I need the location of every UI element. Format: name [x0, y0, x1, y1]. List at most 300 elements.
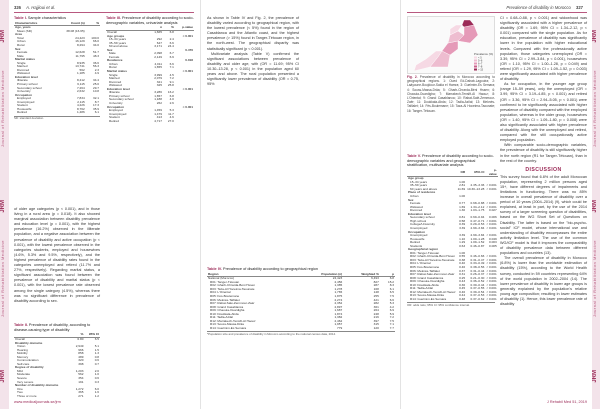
table-cell: Illiterate — [109, 90, 120, 95]
table-cell: R11: Tadla-Azilal — [210, 315, 233, 320]
column-header: Region — [207, 273, 300, 277]
table-cell: Mild — [17, 368, 23, 373]
table-row — [207, 327, 395, 331]
table-cell: < 0.001 — [486, 218, 497, 223]
table-cell: < 0.001 — [486, 222, 497, 227]
table-cell: < 0.001 — [182, 69, 193, 74]
table-cell: Student — [17, 103, 28, 108]
footer-citation: J Rehabil Med 51, 2019 — [546, 400, 587, 404]
table-cell: 66.0 — [92, 39, 99, 44]
table-cell: 8,762 — [76, 106, 85, 111]
table-cell: < 0.001 — [486, 272, 497, 277]
table-cell: R10: Doukkala-Abda — [410, 282, 439, 287]
table-cell: 6.8 — [389, 276, 394, 281]
table-cell: 1,459 — [154, 108, 162, 113]
table-cell: Age, years — [15, 25, 31, 30]
table-cell: 0.36 — [459, 282, 466, 287]
table-cell: Education level — [408, 211, 431, 216]
table-cell: 1.5 — [94, 347, 99, 352]
table-cell: 2,149 — [154, 54, 162, 59]
legend-entry: > 15 — [478, 68, 484, 72]
table-cell: 0.018 — [185, 58, 193, 63]
table2-caption — [14, 323, 100, 332]
table-cell: Self-care — [17, 361, 30, 366]
table-cell: Retired — [109, 118, 119, 123]
table-cell: 0.37–0.55 — [470, 286, 485, 291]
table-cell: < 0.001 — [486, 282, 497, 287]
table-cell: R06: Meknès-Tafilalet — [210, 297, 240, 302]
table-cell: 1,188 — [154, 97, 162, 102]
table-cell: R01: Tanger-Tétouan — [410, 250, 440, 255]
table-cell: Female — [17, 50, 28, 55]
header-rule — [407, 12, 587, 13]
table-cell: 191 — [78, 379, 84, 384]
page-number: 326 — [14, 5, 21, 10]
table-cell: 6.8 — [169, 93, 174, 98]
table-cell: 17.3 — [92, 103, 99, 108]
table-cell: 13,741 — [75, 64, 85, 69]
table-cell: 0.31–0.44 — [470, 268, 485, 273]
table1 — [14, 22, 100, 115]
table-cell: 0.31–0.47 — [470, 257, 485, 262]
legend-entry: 6–7 — [478, 62, 483, 66]
regional-summary-paragraph: With comparable socio-demographic variables, the prevalence of disability is still significantly higher in the north region (R1 for Tanger-Tétouan), than in the rest of the country. — [500, 143, 587, 163]
table-cell: 25.8 — [167, 83, 174, 88]
table-cell: National (Morocco) — [208, 276, 235, 281]
table-cell: 562 — [78, 372, 84, 377]
table-cell: Occupation — [15, 92, 33, 97]
table-cell: R08: Grand Casablanca — [410, 275, 444, 280]
column-header: p — [380, 273, 395, 277]
table-cell: < 0.001 — [486, 268, 497, 273]
table-cell: 1.09–1.52 — [470, 240, 485, 245]
table-cell: 2,079 — [154, 76, 162, 81]
table-cell: 0.37–0.62 — [470, 296, 485, 301]
column-header: p-value — [485, 169, 497, 177]
table-cell: R04: L'Oriental — [210, 290, 231, 295]
table-cell — [175, 120, 194, 124]
table-cell: Three or more — [17, 393, 37, 398]
table-cell: < 0.001 — [486, 225, 497, 230]
table-cell: Secondary school — [17, 85, 42, 90]
table-cell: 4.0 — [169, 97, 174, 102]
table-cell: College/University — [410, 222, 435, 227]
table-cell: Unemployed — [410, 233, 428, 238]
table-cell: 7,834 — [76, 96, 85, 101]
table-cell: 34.4 — [92, 78, 99, 83]
table-cell: 1.30 — [459, 208, 466, 213]
table-cell: Sex — [107, 47, 113, 52]
table-cell: Occupation — [107, 104, 125, 109]
table-cell: 2.6 — [169, 100, 174, 105]
table-cell: Illiterate — [17, 78, 28, 83]
table-label: Table I. — [14, 16, 27, 20]
table-cell: 0.45 — [459, 286, 466, 291]
table-cell: Urban — [17, 39, 26, 44]
table-cell: 15–34 years — [109, 37, 127, 42]
table-cell: 6.0 — [94, 386, 99, 391]
occupation-paragraph: As for occupation, in the younger age group (range 15–59 years), only the unemployed (OR = 3.99, 95% CI = 3.19–4.85, p < 0.001) and retired (OR = 3.36, 95% CI = 2.94–5.05, p < 0.001) were confirmed to be significantly associated with higher prevalence of disability compared with the employed population, whereas in the older group, housewives (OR = 1.40, 95% CI = 1.09–1.80, p = 0.008) were also significantly associated with higher prevalence of disability. Along with the unemployed and retired, compared with the still occupationally active employed population. — [500, 82, 587, 143]
table-cell: 6.6 — [389, 297, 394, 302]
table-cell: 292 — [156, 37, 162, 42]
table-cell: Marital status — [15, 57, 35, 62]
table-cell: 320 — [78, 358, 84, 363]
table-cell: Female — [410, 201, 421, 206]
table-cell: R04: L'Oriental — [410, 261, 431, 266]
table-cell: Married — [109, 76, 120, 81]
table-cell: < 0.001 — [486, 204, 497, 209]
table-cell: 264 — [373, 308, 379, 313]
table-cell: 51.7 — [92, 50, 99, 55]
table-title: Prevalence of disability, according to disease-causing type of disability — [14, 323, 91, 332]
table-cell: Secondary school — [410, 215, 435, 220]
table-cell: 7.2 — [169, 76, 174, 81]
table-cell: 966 — [78, 347, 84, 352]
table-cell: Employed — [17, 96, 31, 101]
table-cell: 7.5 — [389, 318, 394, 323]
running-author: A. Hajjioui et al. — [26, 5, 56, 10]
table-cell: R02: Gharb-Chrarda-Béni Hssen — [410, 254, 456, 259]
table-cell: Primary school — [109, 93, 130, 98]
legend-swatch — [474, 66, 477, 68]
legend-title: Prevalence (%) — [474, 52, 494, 56]
table-cell: Female — [109, 54, 120, 59]
table-cell: 255 — [373, 294, 379, 299]
table-cell: 413 — [156, 115, 162, 120]
table-cell: Two — [17, 390, 23, 395]
table-cell: 1,486 — [76, 110, 85, 115]
table-cell: 562 — [79, 67, 85, 72]
table-cell: 25.0 — [92, 82, 99, 87]
column-header: 95% CI — [466, 169, 485, 177]
table-cell: 0.39–0.54 — [470, 289, 485, 294]
table-cell: 4.2 — [389, 304, 394, 309]
table-cell: 262 — [156, 100, 162, 105]
table-cell: < 0.001 — [486, 275, 497, 280]
table-cell: Geographical region — [408, 247, 439, 252]
journal-abbrev: JRM — [592, 200, 598, 213]
journal-name: Journal of Rehabilitation Medicine — [592, 240, 597, 318]
table-cell: 0.37 — [459, 268, 466, 273]
table-cell: 361 — [373, 304, 379, 309]
table-cell: R07: Rabat-Salé-Zemmour-Zaër — [410, 272, 455, 277]
table4-block — [207, 267, 395, 336]
table-cell: 1.00–1.28 — [470, 236, 485, 241]
table-cell: Marital status — [107, 69, 127, 74]
table-cell: 0.30–0.44 — [470, 282, 485, 287]
table-cell: 36.6 — [92, 60, 99, 65]
table-cell: R09: Chaouia-Ouardigha — [410, 279, 445, 284]
table-row — [14, 395, 100, 399]
legend-swatch — [474, 60, 477, 62]
table-cell: 421 — [373, 297, 379, 302]
table-cell: Widowed — [109, 83, 122, 88]
table-cell: 1.00 — [459, 250, 466, 255]
journal-abbrev: JRM — [592, 370, 598, 383]
left-text-column — [14, 207, 100, 304]
legend-swatch — [474, 69, 477, 71]
table-cell: < 0.001 — [486, 264, 497, 269]
table-cell: Sex — [15, 46, 21, 51]
table-cell: 2,352 — [334, 301, 343, 306]
table-cell: 8.3 — [389, 283, 394, 288]
table-cell: 2,632 — [76, 89, 85, 94]
table-cell: 1.34–2.12 — [470, 204, 485, 209]
table-row — [106, 120, 194, 124]
table-cell: 32.1 — [92, 96, 99, 101]
table-cell: 827 — [373, 279, 379, 284]
table-cell: Urban — [410, 194, 419, 199]
table-cell: < 0.001 — [486, 186, 497, 191]
table-cell: Vision — [17, 344, 26, 349]
table-cell: Age group — [408, 176, 424, 181]
table-cell: 0.003 — [488, 240, 497, 245]
table-cell: 0.68–0.88 — [470, 201, 485, 206]
table-cell: 0.40 — [459, 261, 466, 266]
table-cell: 11.69 — [457, 186, 466, 191]
journal-sidebar-right — [592, 0, 600, 409]
table-cell: 5.3 — [169, 108, 174, 113]
table-cell: 12,628 — [75, 50, 85, 55]
table-cell: 2,949 — [75, 344, 84, 349]
table-cell: Students — [410, 243, 423, 248]
table-cell: Education level — [15, 74, 38, 79]
journal-abbrev: JRM — [0, 370, 6, 383]
page-number: 327 — [576, 5, 583, 10]
table-cell: < 0.001 — [486, 257, 497, 262]
journal-abbrev: JRM — [0, 30, 6, 43]
table-cell: 16,129 — [75, 39, 85, 44]
page-middle — [200, 0, 401, 409]
table-cell: 0.77 — [459, 201, 466, 206]
journal-sidebar-left — [0, 0, 9, 409]
table-cell: R08: Grand Casablanca — [210, 304, 244, 309]
table-cell: 11.7 — [168, 111, 174, 116]
table-cell: < 0.001 — [486, 279, 497, 284]
table-cell: 6.80 — [77, 337, 84, 342]
table-cell: 38.08 (16.65) — [66, 28, 85, 33]
table-cell: R05: Fès-Boulemane — [210, 294, 240, 299]
table-cell: 1.3 — [94, 351, 99, 356]
table-cell: 1,655 — [154, 65, 162, 70]
table-cell: 0.36–0.52 — [470, 279, 485, 284]
table-cell: 282 — [373, 301, 379, 306]
table-cell: 9.1 — [169, 79, 174, 84]
table-cell: 2,115 — [77, 99, 85, 104]
table-cell: 0.049 — [488, 236, 497, 241]
map-legend — [474, 52, 493, 71]
table-cell: 0.43 — [459, 279, 466, 284]
column-header: Characteristics — [14, 22, 56, 26]
table-cell: 0.39 — [459, 222, 466, 227]
column-header: Weighted % — [343, 273, 380, 277]
table-cell: R14: Guelmim-Es Semara — [210, 325, 247, 330]
table-cell: 10.8 — [92, 89, 99, 94]
table-cell: 0.29–0.53 — [470, 222, 485, 227]
table-cell: < 0.001 — [182, 33, 193, 38]
table-cell: 1,278 — [334, 286, 343, 291]
table-cell: 287 — [373, 283, 379, 288]
table-cell: R10: Doukkala-Abda — [210, 311, 239, 316]
table-cell: Communication — [17, 358, 39, 363]
table-cell: < 0.001 — [486, 289, 497, 294]
table-cell: < 0.001 — [486, 254, 497, 259]
table-label: Table III. — [106, 16, 121, 20]
table-cell: 2.0 — [94, 368, 99, 373]
table-cell: 2,456 — [334, 279, 343, 284]
table-cell: 1,875 — [334, 294, 343, 299]
table-cell: 6.5 — [94, 337, 99, 342]
table-cell: Residence — [107, 58, 123, 63]
table-cell: 2,274 — [334, 297, 343, 302]
table-cell: 0.37–0.53 — [470, 293, 485, 298]
table-cell: 7.1 — [169, 65, 174, 70]
table-cell: R03: Taza-Al Hoceima-Taounate — [410, 257, 455, 262]
right-text-column — [500, 16, 587, 307]
table-cell: R13: Souss-Massa-Drâa — [210, 322, 244, 327]
table-cell: 315 — [373, 322, 379, 327]
table-cell: 1.69 — [459, 204, 466, 209]
table-cell: 0.81 — [459, 215, 466, 220]
table-cell: Number of disability domains — [15, 383, 59, 388]
table-cell: 365 — [78, 390, 84, 395]
column-header: % — [163, 26, 175, 30]
results-paragraph: of older age categories (p < 0.001), and in those living in a rural area (p = 0.018). It also showed marginal association between disability prevalence and education level (p = 0.001), with the highest prevalence (16.2%) observed in the illiterate population, and a negative association between the prevalence of disability and active occupation (p < 0.001), with the lowest prevalence observed in the categories students, employed and housewives (4.6%, 5.3% and 9.5%, respectively), and the highest prevalence of disability rates found in the categories unemployed and retired (11.7% and 27%, respectively). Regarding marital status, a significant association was found between the prevalence of disability and marital status (p < 0.001), with the lowest prevalence rate observed among the single category (4.5%), whereas there was no significant difference in prevalence of disability according to sex. — [14, 207, 100, 303]
table-cell: 6.9 — [169, 54, 174, 59]
table-title: Prevalence of disability according to socio-demographic variables, univariate analysis — [106, 16, 194, 25]
table-cell: 1.0 — [94, 372, 99, 377]
table-cell: R13: Souss-Massa-Drâa — [410, 293, 444, 298]
table-cell: 0.25 — [459, 275, 466, 280]
table2-block — [14, 323, 100, 398]
table-row — [14, 111, 100, 115]
table-cell: Unemployed — [109, 111, 127, 116]
table-cell: Degree of disability — [15, 365, 44, 370]
legend-swatch — [474, 63, 477, 65]
table-cell: 60 years and above — [410, 186, 438, 191]
table-title: Prevalence of disability according to geographical region — [223, 267, 319, 271]
footer-url[interactable]: www.medicaljournals.se/jrm — [14, 400, 61, 404]
table-cell: Primary school — [17, 82, 38, 87]
table-cell: 0.005 — [488, 243, 497, 248]
table-cell: 8,412 — [76, 78, 85, 83]
table-cell: 779 — [337, 325, 343, 330]
table-cell: R11: Tadla-Azilal — [410, 286, 433, 291]
figure-caption-text: Prevalence of disability in Morocco according to geographical regions. 1: Oued Ed-Dahab-Lagouira; 2: Laâyoune-Boujdour-Sakia el Hamra; 3: Guelmim-Es Semara; 4: Souss-Massa-Drâa; 5: Gharb-Chrarda-Béni Hssen; 6: Chaouia-Ouardigha; 7: Marrakech-Tensift-Al Haouz; 8: L'Oriental; 9: Grand Casablanca; 10: Rabat-Salé-Zemmour-Zaër; 11: Doukkala-Abda; 12: Tadla-Azilal; 13: Meknès-Tafilalet; 14: Fès-Boulemane; 15: Taza-Al Hoceima-Taounate; 16: Tanger-Tétouan. — [407, 75, 495, 113]
table-cell: 27.0 — [167, 118, 174, 123]
table-cell: 0.006 — [488, 215, 497, 220]
table-cell: Married — [17, 64, 28, 69]
table-cell: R09: Chaouia-Ouardigha — [210, 308, 245, 313]
table-cell: 7.7 — [389, 325, 394, 330]
running-header — [506, 5, 587, 10]
table-cell: Retired — [410, 240, 420, 245]
table5-caption — [407, 154, 495, 168]
table-cell: Education level — [107, 86, 130, 91]
table-cell: 858 — [78, 351, 84, 356]
page-right — [400, 0, 600, 409]
column-header: p-value — [175, 26, 194, 30]
table-cell: 0.46 — [459, 289, 466, 294]
table-cell: Moderate — [17, 372, 31, 377]
table-cell: 354 — [78, 376, 84, 381]
table-cell: 7,264 — [76, 85, 85, 90]
table1-block — [14, 16, 100, 121]
table-cell: 0.48 — [459, 296, 466, 301]
table-cell: 0.31 — [459, 272, 466, 277]
table-cell: 1,957 — [334, 322, 343, 327]
table-cell: 0.7 — [94, 361, 99, 366]
table-cell: 2.99–3.84 — [470, 233, 485, 238]
table-cell: 647 — [156, 40, 162, 45]
table-cell: Male — [109, 51, 116, 56]
table-cell: 8,935 — [76, 60, 85, 65]
table-cell: Urban — [109, 61, 118, 66]
column-header: % — [86, 22, 100, 26]
discussion-heading: DISCUSSION — [525, 166, 562, 173]
table-cell: < 0.001 — [486, 293, 497, 298]
table-cell: < 0.001 — [182, 104, 193, 109]
table-cell: Widowed — [17, 71, 30, 76]
table-cell: 10.30–13.28 — [467, 186, 485, 191]
running-title: Prevalence of disability in Morocco — [506, 5, 571, 10]
table-cell: Very severe — [17, 379, 34, 384]
column-header: OR — [457, 169, 467, 177]
table-title: Sample characteristics — [27, 16, 67, 20]
table-cell: Hearing — [17, 347, 28, 352]
table-cell: 1,479 — [154, 111, 162, 116]
table-cell: 2,098 — [154, 51, 162, 56]
table-cell: 398 — [78, 361, 84, 366]
table-cell: 48.3 — [92, 53, 99, 58]
table-cell: 1,765 — [334, 290, 343, 295]
table-cell: Single — [109, 72, 118, 77]
table-cell: 2.3 — [94, 67, 99, 72]
table-cell: 1.29 — [459, 240, 466, 245]
table-cell: 3,171 — [154, 44, 162, 49]
table5 — [407, 169, 498, 301]
table-cell: Memory — [17, 354, 29, 359]
table-cell: Retired — [17, 110, 27, 115]
table-cell: 0.63 — [459, 243, 466, 248]
column-header: Population (n) — [300, 273, 343, 277]
table-cell: Divorced — [109, 79, 122, 84]
middle-text-column — [207, 16, 299, 87]
figure-label: Fig. 2. — [407, 75, 418, 79]
table-cell: Place of residence — [408, 190, 436, 195]
table-cell: 216 — [373, 315, 379, 320]
table-cell: 0.55 — [459, 254, 466, 259]
table-cell: Overall — [107, 30, 117, 35]
table-cell: 4.9 — [94, 71, 99, 76]
table-cell: 0.3 — [94, 379, 99, 384]
table-cell: 0.33–0.49 — [470, 261, 485, 266]
table-cell: 15.2 — [387, 279, 394, 284]
table-cell: 60 and above — [109, 44, 128, 49]
table-title: Prevalence of disability according to socio-demographic variables and geographical stratification, multivariate analysis — [407, 154, 494, 168]
table-cell: 0.38 — [459, 257, 466, 262]
table-cell: R07: Rabat-Salé-Zemmour-Zaër — [210, 301, 255, 306]
legend-entry: 7–8 — [478, 65, 483, 69]
legend-swatch — [474, 57, 477, 59]
table-cell: 15–34 years — [410, 179, 428, 184]
journal-name: Journal of Rehabilitation Medicine — [0, 70, 5, 148]
table-cell: University — [17, 89, 31, 94]
discussion-paragraph: The overall prevalence of disability in Morocco (6.8%) is lower than the worldwide estimation of disability (15%), according to the World Health survey, conducted in 59 countries representing 64% of the world population in 2002–2004 (14). The lower prevalence of disability in lower age groups is generally explained by the population's relative young age composition; resulting in lower estimates of disability (1). Hence, this lower prevalence rate of disability — [500, 256, 587, 307]
table-cell: 7.2 — [389, 315, 394, 320]
table-cell: 6.7 — [169, 51, 174, 56]
table5-block — [407, 154, 495, 307]
